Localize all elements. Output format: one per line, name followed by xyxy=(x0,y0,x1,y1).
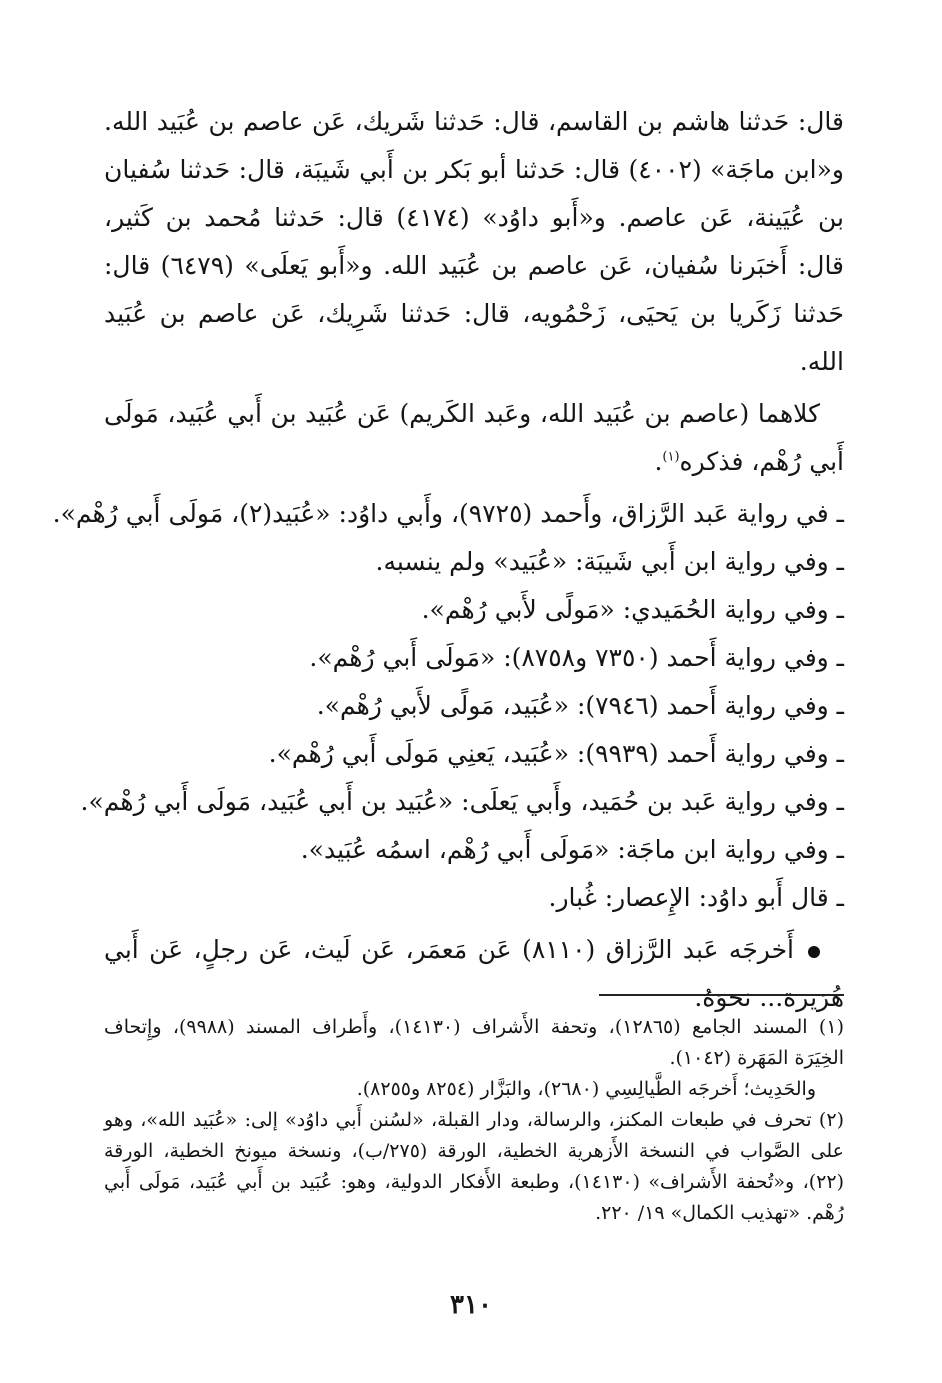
main-text xyxy=(52,98,845,1022)
footnote-1-extra: والحَدِيث؛ أَخرجَه الطَّيالِسِي (٢٦٨٠)، والبَزَّار (٨٢٥٤ و٨٢٥٥). xyxy=(356,1078,816,1100)
note-line-1: ـ في رواية عَبد الرَّزاق، وأَحمد (٩٧٢٥)، وأَبي داوُد: «عُبَيد(٢)، مَولَى أَبي رُهْم». xyxy=(52,499,844,528)
bullet-dot-icon xyxy=(808,946,820,958)
note-line-4: ـ وفي رواية أَحمد (٧٣٥٠ و٨٧٥٨): «مَولَى أَبي رُهْم». xyxy=(309,643,844,672)
footnote-2: (٢) تحرف في طبعات المكنز، والرسالة، ودار القبلة، «لسُنن أَبي داوُد» إلى: «عُبَيد الله»، وهو على الصَّواب في النسخة الأَزهرية الخطية، الورقة (٢٧٥/ب)، ونسخة ميونخ الخطية، الورقة (٢٢)، و«تُحفة الأَشراف» (١٤١٣٠)، وطبعة الأَفكار الدولية، وهو: عُبَيد بن أَبي عُبَيد، مَولَى أَبي رُهْم. «تهذيب الكمال» ١٩/ ٢٢٠. xyxy=(104,1109,845,1224)
note-line-3: ـ وفي رواية الحُمَيدي: «مَولًى لأَبي رُهْم». xyxy=(421,595,844,624)
page-number: ٣١٠ xyxy=(450,1290,492,1320)
bullet-paragraph xyxy=(104,926,844,1022)
note-line-6: ـ وفي رواية أَحمد (٩٩٣٩): «عُبَيد، يَعنِي مَولَى أَبي رُهْم». xyxy=(268,739,844,768)
note-line-7: ـ وفي رواية عَبد بن حُمَيد، وأَبي يَعلَى: «عُبَيد بن أَبي عُبَيد، مَولَى أَبي رُهْم». xyxy=(80,787,844,816)
note-line-5: ـ وفي رواية أَحمد (٧٩٤٦): «عُبَيد، مَولًى لأَبي رُهْم». xyxy=(316,691,844,720)
footnote-ref-1: (١) xyxy=(662,449,680,465)
note-line-8: ـ وفي رواية ابن ماجَة: «مَولَى أَبي رُهْم، اسمُه عُبَيد». xyxy=(300,835,844,864)
footnotes xyxy=(104,1012,844,1229)
paragraph-isnad: قال: حَدثنا هاشم بن القاسم، قال: حَدثنا شَريك، عَن عاصم بن عُبَيد الله. و«ابن ماجَة» (٤٠٠٢) قال: حَدثنا أبو بَكر بن أَبي شَيبَة، قال: حَدثنا سُفيان بن عُيَينة، عَن عاصم. و«أَبو داوُد» (٤١٧٤) قال: حَدثنا مُحمد بن كَثير، قال: أَخبَرنا سُفيان، عَن عاصم بن عُبَيد الله. و«أَبو يَعلَى» (٦٤٧٩) قال: حَدثنا زَكَريا بن يَحيَى، زَحْمُويه، قال: حَدثنا شَرِيك، عَن عاصم بن عُبَيد الله. xyxy=(104,107,845,376)
footnote-separator xyxy=(599,994,844,996)
paragraph-both-narrators xyxy=(104,390,844,486)
note-line-2: ـ وفي رواية ابن أَبي شَيبَة: «عُبَيد» ولم ينسبه. xyxy=(375,547,844,576)
bullet-text: أَخرجَه عَبد الرَّزاق (٨١١٠) عَن مَعمَر، عَن لَيث، عَن رجلٍ، عَن أَبي هُرَيرة... نحوَهُ. xyxy=(104,935,844,1012)
paragraph-both-end: . xyxy=(654,447,663,476)
paragraph-both-text: كلاهما (عاصم بن عُبَيد الله، وعَبد الكَريم) عَن عُبَيد بن أَبي عُبَيد، مَولَى أَبي رُهْم، فذكره xyxy=(104,399,844,476)
footnote-1: (١) المسند الجامع (١٢٨٦٥)، وتحفة الأَشراف (١٤١٣٠)، وأَطراف المسند (٩٩٨٨)، وإِتحاف الخِيَرَة المَهَرة (١٠٤٢). xyxy=(104,1016,844,1069)
note-line-9: ـ قال أَبو داوُد: الإِعصار: غُبار. xyxy=(548,883,844,912)
